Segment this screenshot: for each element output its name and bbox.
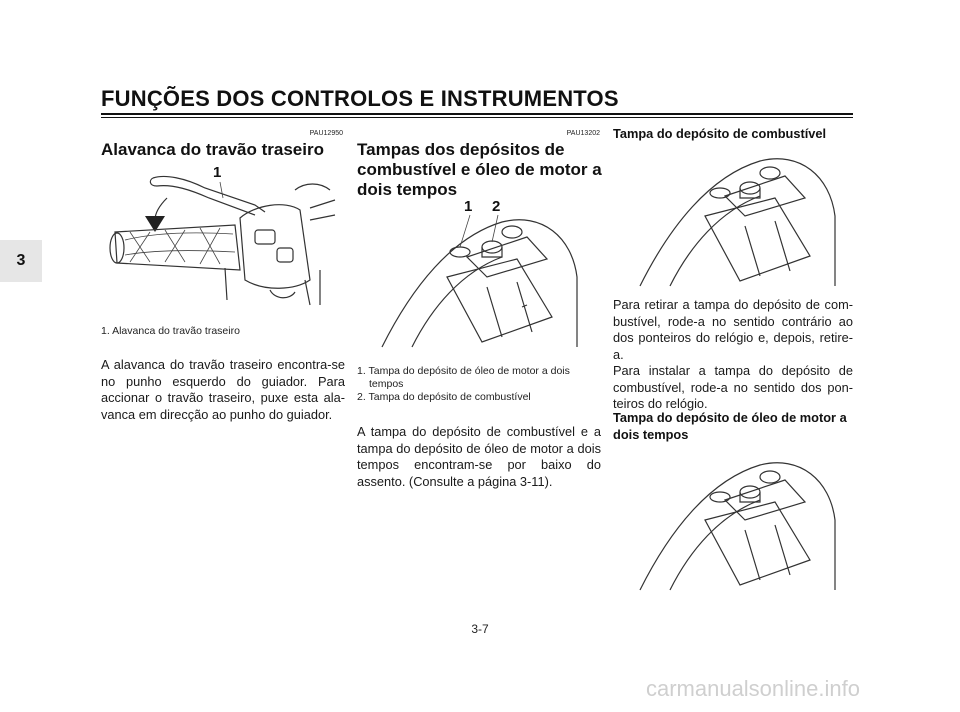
subheading-line: dois tempos <box>613 426 689 442</box>
title-line: Tampas dos depósitos de <box>357 140 565 159</box>
header-rule-thin <box>101 117 853 118</box>
paragraph-install-fuel-cap: Para instalar a tampa do depósito de combustível, rode-a no sentido dos pon-teiros do relógio. <box>613 363 853 411</box>
page-number: 3-7 <box>471 622 489 636</box>
caption-item-1: 1. Tampa do depósito de óleo de motor a dois <box>357 365 570 377</box>
figure-oil-cap <box>630 450 850 595</box>
body-text-fuel-cap <box>613 297 853 413</box>
figure-fuel-cap <box>630 146 850 291</box>
body-text-tank-caps: A tampa do depósito de combustível e a tampa do depósito de óleo de motor a dois tempos encontram-se por baixo do assento. (Consulte a página 3-11). <box>357 424 601 489</box>
figure-rear-brake-lever <box>105 160 340 310</box>
section-title-tank-caps <box>357 140 607 200</box>
callout-1-oil-cap: 1 <box>464 198 473 215</box>
page-header-title: FUNÇÕES DOS CONTROLOS E INSTRUMENTOS <box>101 86 619 111</box>
title-line: dois tempos <box>357 180 458 199</box>
subheading-line: Tampa do depósito de óleo de motor a <box>613 410 847 425</box>
header-rule <box>101 113 853 115</box>
callout-2-fuel-cap: 2 <box>492 198 501 215</box>
body-text-brake-lever: A alavanca do travão traseiro encontra-se no punho esquerdo do guiador. Para accionar o travão traseiro, puxe esta ala-vanca em direcção ao punho do guiador. <box>101 357 345 422</box>
caption-item-2: 2. Tampa do depósito de combustível <box>357 391 531 403</box>
title-line: combustível e óleo de motor a <box>357 160 602 179</box>
subheading-fuel-cap: Tampa do depósito de combustível <box>613 126 827 141</box>
figure-tank-caps <box>372 197 592 357</box>
callout-1-brake-lever: 1 <box>213 164 222 181</box>
ref-code-tank-caps: PAU13202 <box>566 130 600 137</box>
figure-caption-tank-caps <box>357 365 607 404</box>
caption-item-1-cont: tempos <box>369 378 404 390</box>
figure-caption-brake-lever <box>101 325 351 338</box>
chapter-tab[interactable]: 3 <box>0 240 42 282</box>
section-title-rear-brake-lever: Alavanca do travão traseiro <box>101 140 324 159</box>
subheading-oil-cap <box>613 410 863 443</box>
ref-code-brake-lever: PAU12950 <box>309 130 343 137</box>
paragraph-remove-fuel-cap: Para retirar a tampa do depósito de com-bustível, rode-a no sentido contrário ao dos ponteiros do relógio e, depois, retire-a. <box>613 297 853 362</box>
watermark: carmanualsonline.info <box>645 676 860 701</box>
caption-item: 1. Alavanca do travão traseiro <box>101 325 240 337</box>
